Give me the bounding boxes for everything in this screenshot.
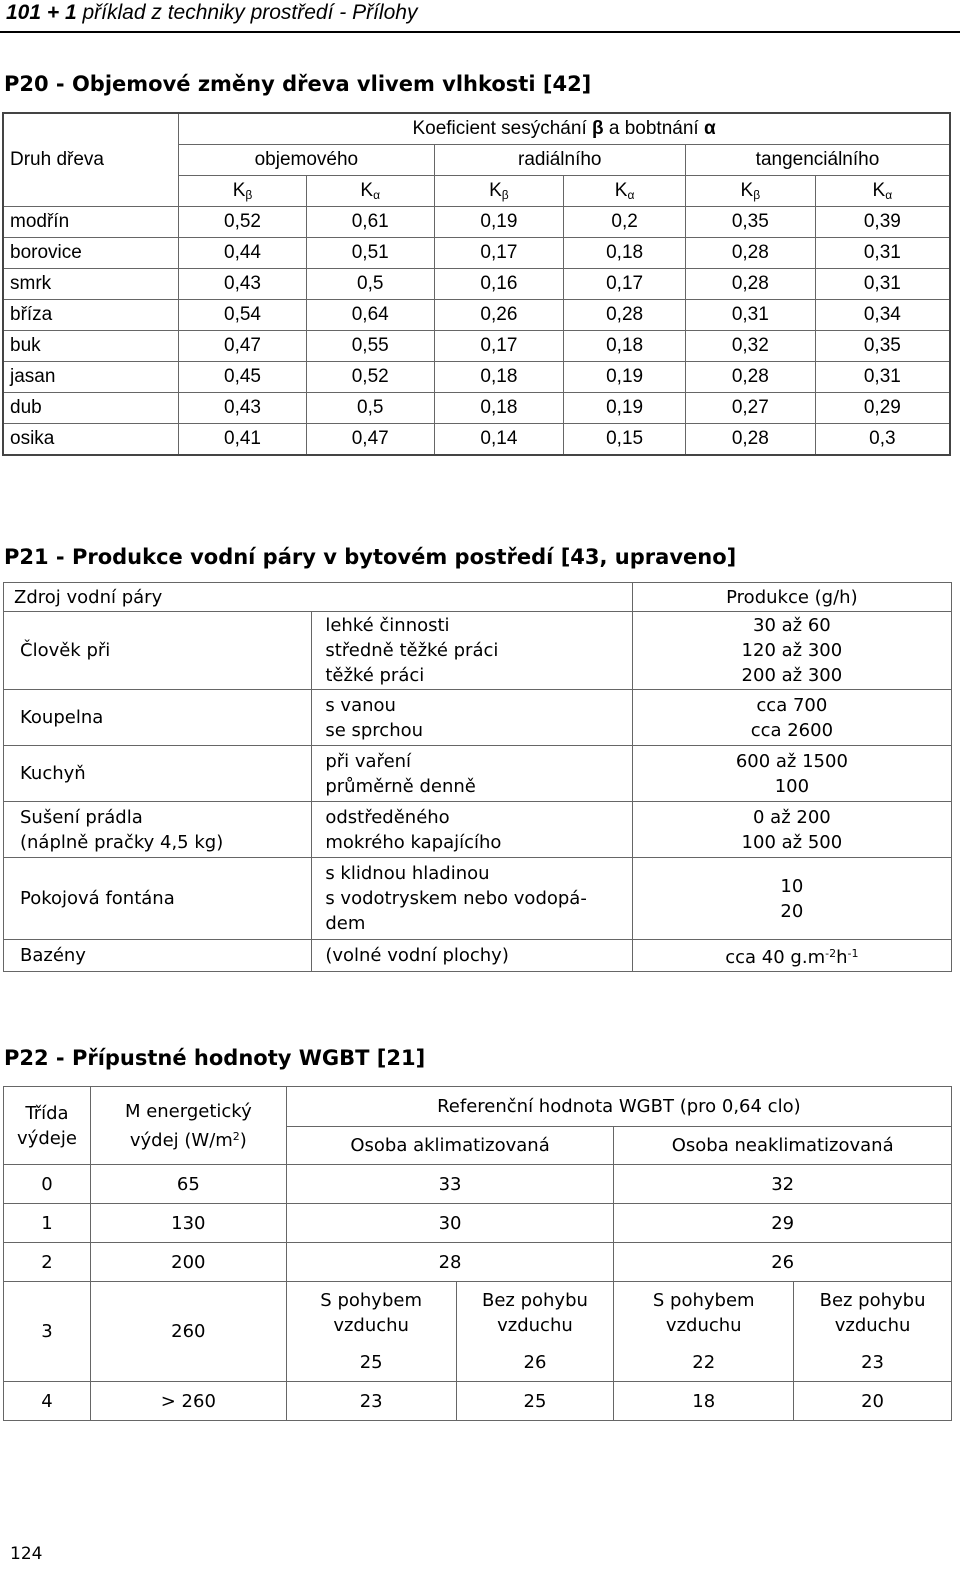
p21-value: cca 700 cca 2600 [632,690,951,746]
p21-col-source: Zdroj vodní páry [4,583,633,612]
k-beta-label: $K_\beta$ [179,176,307,207]
coef-value: 0,51 [306,238,434,269]
wood-name: dub [3,393,179,424]
coef-value: 0,39 [815,207,950,238]
p22-value-cell: 18 [614,1382,794,1421]
coef-value: 0,14 [434,424,564,456]
coef-value: 0,47 [179,331,307,362]
wood-name: osika [3,424,179,456]
p21-value: 0 až 200 100 až 500 [632,802,951,858]
p22-acclim-value: 28 [286,1243,614,1282]
coef-value: 0,17 [434,331,564,362]
coef-value: 0,43 [179,269,307,300]
p22-table [3,1086,952,1421]
p20-row [3,269,950,300]
p21-row [4,612,952,690]
p21-value: 30 až 60 120 až 300 200 až 300 [632,612,951,690]
coef-value: 0,27 [685,393,815,424]
p22-class-cell: 3 [4,1282,91,1382]
coef-value: 0,31 [815,238,950,269]
p20-row-header: Druh dřeva [3,145,179,176]
coef-value: 0,47 [306,424,434,456]
coef-value: 0,55 [306,331,434,362]
coef-value: 0,18 [564,331,686,362]
p20-row [3,238,950,269]
wood-name: modřín [3,207,179,238]
wood-name: buk [3,331,179,362]
coef-value: 0,2 [564,207,686,238]
p20-k-row [3,176,950,207]
coef-value: 0,19 [564,362,686,393]
k-alpha-label: $K_\alpha$ [306,176,434,207]
p22-m-cell: > 260 [90,1382,286,1421]
p21-source: Pokojová fontána [4,858,312,940]
coef-value: 0,31 [815,269,950,300]
coef-value: 0,19 [564,393,686,424]
header-title: příklad z techniky prostředí - Přílohy [76,1,418,24]
coef-value: 0,28 [685,269,815,300]
coef-value: 0,28 [685,424,815,456]
p20-row [3,300,950,331]
coef-value: 0,31 [685,300,815,331]
p21-col-production: Produkce (g/h) [632,583,951,612]
coef-value: 0,15 [564,424,686,456]
p21-activity: lehké činnosti středně těžké práci těžké práci [312,612,632,690]
p21-activity: s vanou se sprchou [312,690,632,746]
p22-value-cell: 25 [456,1382,614,1421]
p20-group-tangencialniho: tangenciálního [685,145,950,176]
coef-value: 0,54 [179,300,307,331]
p22-col-m: M energetický výdej $(W/m^2)$ [90,1087,286,1165]
wood-name: jasan [3,362,179,393]
p22-title: P22 - Přípustné hodnoty WGBT [21] [4,1046,426,1070]
coef-value: 0,32 [685,331,815,362]
p20-corner [3,113,179,145]
p21-row-pool [4,940,952,972]
p21-table [3,582,952,972]
coef-value: 0,35 [815,331,950,362]
wood-name: smrk [3,269,179,300]
beta-symbol: β [592,118,604,139]
coef-value: 0,17 [434,238,564,269]
k-alpha-label: $K_\alpha$ [564,176,686,207]
coef-value: 0,17 [564,269,686,300]
p22-row [4,1243,952,1282]
p21-row [4,746,952,802]
p22-row-3 [4,1282,952,1382]
p22-subcell: S pohybem vzduchu 25 [286,1282,456,1382]
p22-col-class: Třída výdeje [4,1087,91,1165]
p21-source: Sušení prádla (náplně pračky 4,5 kg) [4,802,312,858]
p22-value-cell: 23 [286,1382,456,1421]
coef-value: 0,43 [179,393,307,424]
page-number: 124 [10,1544,43,1564]
coef-value: 0,35 [685,207,815,238]
wood-name: borovice [3,238,179,269]
k-beta-label: $K_\beta$ [434,176,564,207]
p21-pool-source: Bazény [4,940,312,972]
p22-m-cell: 130 [90,1204,286,1243]
coef-value: 0,52 [306,362,434,393]
p20-group-objemoveho: objemového [179,145,434,176]
p22-class-cell: 0 [4,1165,91,1204]
p20-table [2,112,951,456]
p22-m-cell: 65 [90,1165,286,1204]
coef-value: 0,26 [434,300,564,331]
p20-group-radialniho: radiálního [434,145,685,176]
p22-row-4 [4,1382,952,1421]
p21-activity: při vaření průměrně denně [312,746,632,802]
coef-value: 0,28 [685,362,815,393]
p20-row [3,207,950,238]
header-rule [0,31,960,33]
coef-value: 0,18 [434,362,564,393]
p21-source: Člověk při [4,612,312,690]
header-number: 101 + 1 [6,1,77,24]
p21-value: 10 20 [632,858,951,940]
p21-activity: odstředěného mokrého kapajícího [312,802,632,858]
p21-source: Kuchyň [4,746,312,802]
coef-value: 0,64 [306,300,434,331]
p22-ref-header: Referenční hodnota WGBT (pro 0,64 clo) [286,1087,951,1127]
p22-acclimatized: Osoba aklimatizovaná [286,1127,614,1165]
p22-acclim-value: 30 [286,1204,614,1243]
p21-row [4,858,952,940]
p21-row [4,690,952,746]
coef-value: 0,3 [815,424,950,456]
p22-subcell: Bez pohybu vzduchu 23 [794,1282,952,1382]
p20-row [3,362,950,393]
p21-pool-activity: (volné vodní plochy) [312,940,632,972]
coef-value: 0,34 [815,300,950,331]
p20-title: P20 - Objemové změny dřeva vlivem vlhkosti [42] [4,72,592,96]
p22-nonacclim-value: 26 [614,1243,952,1282]
p21-title: P21 - Produkce vodní páry v bytovém postředí [43, upraveno] [4,545,737,569]
p22-subcell: S pohybem vzduchu 22 [614,1282,794,1382]
p21-source: Koupelna [4,690,312,746]
k-alpha-label: $K_\alpha$ [815,176,950,207]
p22-acclim-value: 33 [286,1165,614,1204]
coef-value: 0,28 [685,238,815,269]
p21-pool-value: cca 40 $g.m^{-2}h^{-1}$ [632,940,951,972]
coef-value: 0,18 [564,238,686,269]
alpha-symbol: α [703,118,716,139]
coef-value: 0,41 [179,424,307,456]
coef-value: 0,5 [306,393,434,424]
p22-class-cell: 1 [4,1204,91,1243]
p21-activity: s klidnou hladinou s vodotryskem nebo vodopá- dem [312,858,632,940]
p21-value: 600 až 1500 100 [632,746,951,802]
p22-row [4,1165,952,1204]
p20-row [3,424,950,456]
p22-row [4,1204,952,1243]
coef-value: 0,19 [434,207,564,238]
p22-class-cell: 4 [4,1382,91,1421]
coef-value: 0,18 [434,393,564,424]
p21-row [4,802,952,858]
p22-m-cell: 260 [90,1282,286,1382]
p20-row [3,331,950,362]
coef-value: 0,29 [815,393,950,424]
coef-value: 0,28 [564,300,686,331]
coef-value: 0,31 [815,362,950,393]
coef-value: 0,44 [179,238,307,269]
coef-value: 0,16 [434,269,564,300]
p22-class-cell: 2 [4,1243,91,1282]
wood-name: bříza [3,300,179,331]
coef-value: 0,5 [306,269,434,300]
coef-value: 0,45 [179,362,307,393]
p20-super-header: Koeficient sesýchání β a bobtnání α [179,113,950,145]
p22-m-cell: 200 [90,1243,286,1282]
k-beta-label: $K_\beta$ [685,176,815,207]
coef-value: 0,52 [179,207,307,238]
p22-nonacclim-value: 32 [614,1165,952,1204]
p20-row [3,393,950,424]
coef-value: 0,61 [306,207,434,238]
p22-value-cell: 20 [794,1382,952,1421]
p22-nonacclim-value: 29 [614,1204,952,1243]
p22-subcell: Bez pohybu vzduchu 26 [456,1282,614,1382]
p22-nonacclimatized: Osoba neaklimatizovaná [614,1127,952,1165]
